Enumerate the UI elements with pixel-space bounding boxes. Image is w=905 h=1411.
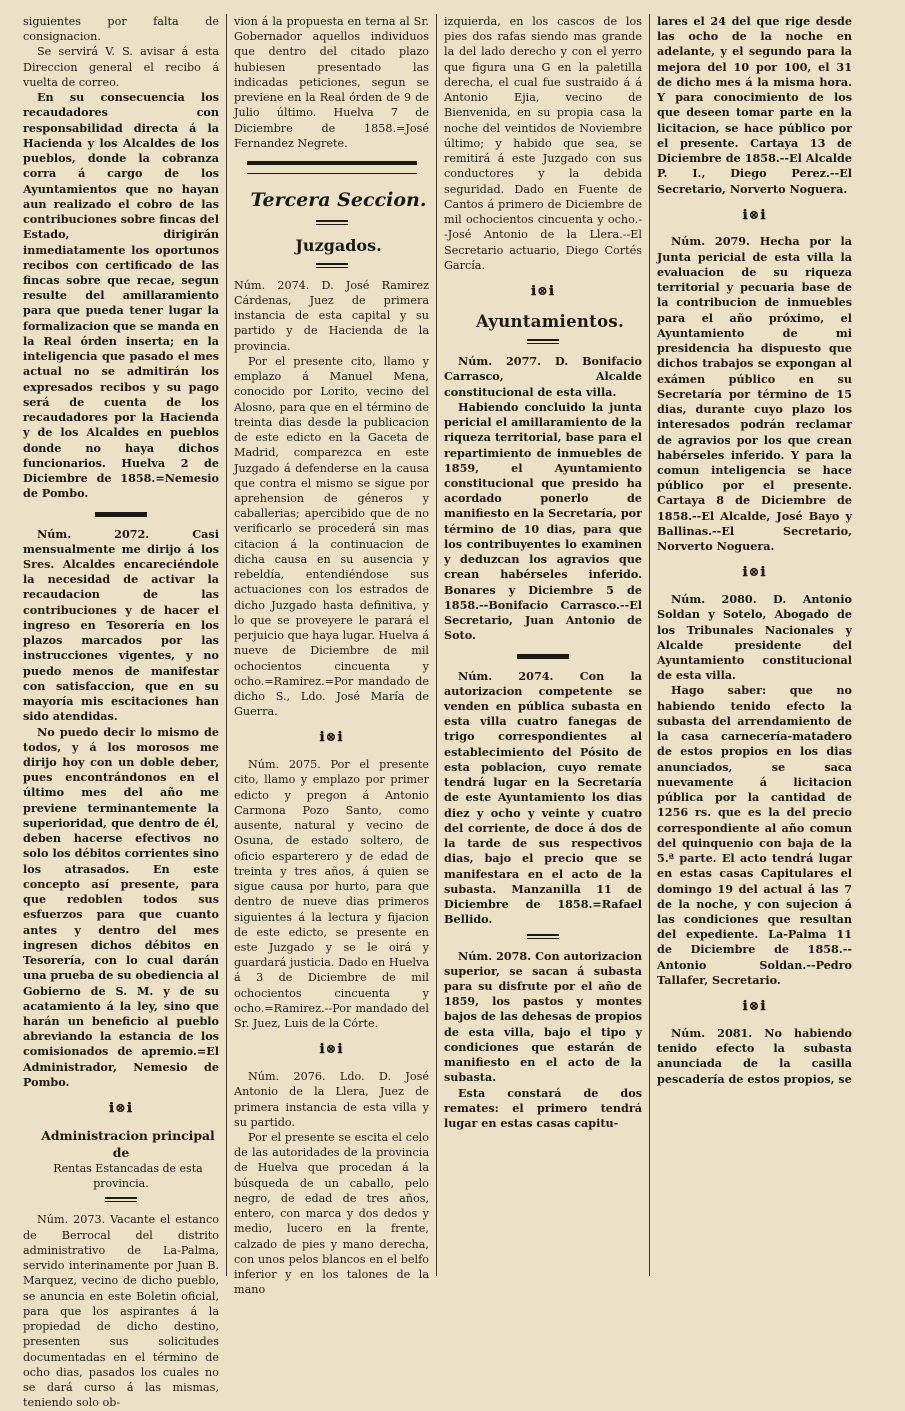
column-4 — [649, 14, 859, 1276]
paragraph: Por el presente cito, llamo y emplazo á Manuel Mena, conocido por Lorito, vecino del Alosno, para que en el término de treinta dias desde la publicacion de este edicto en la Gaceta de Madrid, comparezca en este Juzgado á defenderse en la causa que contra el mismo se sigue por aprehension de géneros y caballerias; apercibido que de no verificarlo se procederá sin mas citacion á la continuacion de dicha causa en su ausencia y rebeldía, entendiéndose sus actuaciones con los estrados de dicho Juzgado hasta definitiva, y lo que se proveyere le parará el perjuicio que haya lugar. Huelva á nueve de Diciembre de mil ochocientos cincuenta y ocho.=Ramirez.=Por mandado de dicho S., Ldo. José María de Guerra. — [234, 354, 429, 719]
notice-2079: Núm. 2079. Hecha por la Junta pericial de esta villa la evaluacion de su riqueza territorial y pecuaria base de la contribucion de inmuebles para el año próximo, el Ayuntamiento de mi presidencia ha dispuesto que dichos trabajos se expongan al exámen público en su Secretaría por término de 15 dias, durante cuyo plazo los interesados podrán reclamar de agravios por los que crean habérseles inferido. Y para la comun inteligencia se hace público por el presente. Cartaya 8 de Diciembre de 1858.--El Alcalde, José Bayo y Ballinas.--El Secretario, Norverto Noguera. — [657, 234, 852, 554]
divider — [517, 654, 569, 659]
section-heading: Ayuntamientos. — [475, 311, 625, 331]
notice-2073: Núm. 2073. Vacante el estanco de Berrocal del distrito administrativo de La-Palma, servido interinamente por Juan B. Marquez, vecino de dicho pueblo, se anuncia en este Boletin oficial, para que los aspirantes á la propiedad de dicho destino, presenten sus solicitudes documentadas en el término de ocho dias, pasados los cuales no se dará curso á las mismas, teniendo solo ob- — [23, 1213, 219, 1410]
ornament: ℹ⊗ℹ — [742, 999, 767, 1015]
paragraph: No puedo decir lo mismo de todos, y á los morosos me dirijo hoy con un doble deber, pues encontrándonos en el último mes del año me previene terminantemente la superioridad, que dentro de él, deben hacerse efectivos no solo los débitos corrientes sino los atrasados. En este concepto así presente, para que redoblen todos sus esfuerzos para que cuanto antes y dentro del mes ingresen dichos débitos en Tesorería, con lo cual darán una prueba de su obediencia al Gobierno de S. M. y de su acatamiento á la ley, sino que harán un beneficio al pueblo abreviando la estancia de los comisionados de apremio.=El Administrador, Nemesio de Pombo. — [23, 724, 219, 1089]
notice-2081: Núm. 2081. No habiendo tenido efecto la subasta anunciada de la casilla pescadería de estos propios, se — [657, 1025, 852, 1086]
paragraph: vion á la propuesta en terna al Sr. Gobernador aquellos individuos que dentro del citado plazo hubiesen presentado las indicadas peticiones, segun se previene en la Real órden de 9 de Julio último. Huelva 7 de Diciembre de 1858.=José Fernandez Negrete. — [234, 15, 429, 150]
section-heading: Administracion principal de — [41, 1127, 215, 1160]
divider — [105, 1197, 137, 1202]
paragraph: Por el presente se escita el celo de las autoridades de la provincia de Huelva que procedan á la búsqueda de un caballo, pelo negro, de edad de tres años, entero, con marca y dos dedos y medio, lucero en la frente, calzado de pies y mano derecha, con unos pelos blancos en el belfo inferior y en los talones de la mano — [234, 1130, 429, 1297]
ornament: ℹ⊗ℹ — [109, 1101, 133, 1117]
notice-2077 — [444, 354, 642, 643]
paragraph: lares el 24 del que rige desde las ocho de la noche en adelante, y el segundo para la mejora del 10 por 100, el 31 de dicho mes á la misma hora. Y para conocimiento de los que deseen tomar parte en la licitacion, se hace público por el presente. Cartaya 13 de Diciembre de 1858.--El Alcalde P. I., Diego Perez.--El Secretario, Norverto Noguera. — [657, 14, 852, 196]
paragraph: izquierda, en los cascos de los pies dos rafas siendo mas grande la del lado derecho y con el yerro que figura una G en la paletilla derecha, el cual fue sustraido á á Antonio Ejia, vecino de Bienvenida, en su propia casa la noche del veintidos de Noviembre último; y habido que sea, se remitirá á este Juzgado con sus conductores y la debida seguridad. Dado en Fuente de Cantos á primero de Diciembre de mil ochocientos cincuenta y ocho.--José Antonio de la Llera.--El Secretario actuario, Diego Cortés García. — [444, 15, 642, 272]
notice-2074: Núm. 2074. D. José Ramirez Cárdenas, Juez de primera instancia de esta capital y su partido y de Hacienda de la provincia. — [234, 278, 429, 353]
ornament: ℹ⊗ℹ — [742, 565, 767, 581]
section-heading: Juzgados. — [295, 235, 382, 255]
divider — [316, 220, 348, 225]
notice-2075: Núm. 2075. Por el presente cito, llamo y emplazo por primer edicto y pregon á Antonio Carmona Pozo Santo, como ausente, natural y vecino de Osuna, de estado soltero, de oficio esparterero y de edad de treinta y tres años, á quien se sigue causa por hurto, para que dentro de nueve dias primeros siguientes á la lectura y fijacion de este edicto, se presente en este Juzgado y se le oirá y guardará justicia. Dado en Huelva á 3 de Diciembre de mil ochocientos cincuenta y ocho.=Ramirez.--Por mandado del Sr. Juez, Luis de la Córte. — [234, 758, 429, 1031]
notice-number: Núm. 2072. — [37, 526, 150, 541]
paragraph: Habiendo concluido la junta pericial el amillaramiento de la riqueza territorial, base para el repartimiento de inmuebles de 1859, el Ayuntamiento constitucional que presido ha acordado ponerlo de manifiesto en la Secretaría, por término de 10 dias, para que los contribuyentes lo examinen y deduzcan los agravios que crean habérseles inferido. Bonares y Diciembre 5 de 1858.--Bonifacio Carrasco.--El Secretario, Juan Antonio de Soto. — [444, 399, 642, 643]
paragraph: En su consecuencia los recaudadores con responsabilidad directa á la Hacienda y los Alcaldes de los pueblos, donde la cobranza corra á cargo de los Ayuntamientos que no hayan aun realizado el cobro de las contribuciones sobre fincas del Estado, dirigirán inmediatamente los oportunos recibos con certificado de las fincas sobre que recae, segun resulte del amillaramiento para que pueda tener lugar la formalizacion que se manda en la Real órden inserta; en la inteligencia que pasado el mes actual no se admitirán los expresados recibos y su pago será de cuenta de los recaudadores por la Hacienda y de los Alcaldes en pueblos donde no haya dichos funcionarios. Huelva 2 de Diciembre de 1858.=Nemesio de Pombo. — [23, 90, 219, 501]
notice-2074-repeat — [444, 669, 642, 928]
notice-2076: Núm. 2076. Ldo. D. José Antonio de la Llera, Juez de primera instancia de esta villa y su partido. — [234, 1070, 429, 1129]
divider — [95, 512, 147, 517]
divider — [316, 263, 348, 268]
divider — [247, 161, 417, 174]
notice-2072 — [23, 527, 219, 725]
section-title: Tercera Seccion. — [250, 189, 427, 212]
ornament: ℹ⊗ℹ — [319, 1042, 344, 1058]
divider — [527, 934, 559, 939]
ornament: ℹ⊗ℹ — [742, 207, 767, 223]
notice-2080: Núm. 2080. D. Antonio Soldan y Sotelo, Abogado de los Tribunales Nacionales y Alcalde presidente del Ayuntamiento constitucional de esta villa. — [657, 592, 852, 683]
column-1 — [16, 14, 226, 1410]
ornament: ℹ⊗ℹ — [319, 730, 344, 746]
paragraph: siguientes por falta de consignacion. — [23, 15, 219, 44]
paragraph: Se servirá V. S. avisar á esta Direccion general el recibo á vuelta de correo. — [23, 45, 219, 89]
paragraph: Núm. 2074. Con la autorizacion competente se venden en pública subasta en esta villa cuatro fanegas de trigo correspondientes al establecimiento del Pósito de esta poblacion, cuyo remate tendrá lugar en la Secretaría de este Ayuntamiento los dias diez y ocho y veinte y cuatro del corriente, de doce á dos de la tarde de sus respectivos dias, bajo el precio que se manifestara en el acto de la subasta. Manzanilla 11 de Diciembre de 1858.=Rafael Bellido. — [444, 668, 642, 927]
divider — [527, 339, 559, 344]
notice-2078 — [444, 949, 642, 1132]
paragraph: Hago saber: que no habiendo tenido efecto la subasta del arrendamiento de la casa carnecería-matadero de estos propios en los dias anunciados, se saca nuevamente á licitacion pública por la cantidad de 1256 rs. que es la del precio correspondiente al año comun del quinquenio con baja de la 5.ª parte. El acto tendrá lugar en estas casas Capitulares el domingo 19 del actual á las 7 de la noche, y con sujecion á las condiciones que resultan del expediente. La-Palma 11 de Diciembre de 1858.--Antonio Soldan.--Pedro Tallafer, Secretario. — [657, 683, 852, 987]
ornament: ℹ⊗ℹ — [531, 283, 555, 299]
column-3 — [436, 14, 649, 1276]
column-2 — [226, 14, 436, 1297]
section-subheading: Rentas Estancadas de esta provincia. — [53, 1161, 203, 1190]
paragraph: Esta constará de dos remates: el primero tendrá lugar en estas casas capitu- — [444, 1085, 642, 1131]
notice-text: Casi mensualmente me dirijo á los Sres. Alcaldes encareciéndole la necesidad de activar la recaudacion de las contribuciones y de hacer el ingreso en Tesorería en los plazos marcados por las instrucciones vigentes, y no puedo menos de manifestar con satisfaccion, que en su mayoría mis escitaciones han sido atendidas. — [23, 526, 219, 724]
paragraph: Núm. 2077. D. Bonifacio Carrasco, Alcalde constitucional de esta villa. — [444, 354, 642, 399]
paragraph: Núm. 2078. Con autorizacion superior, se sacan á subasta para su disfrute por el año de 1859, los pastos y montes bajos de las dehesas de propios de esta villa, bajo el tipo y condiciones que estarán de manifiesto en el acto de la subasta. — [444, 948, 642, 1085]
